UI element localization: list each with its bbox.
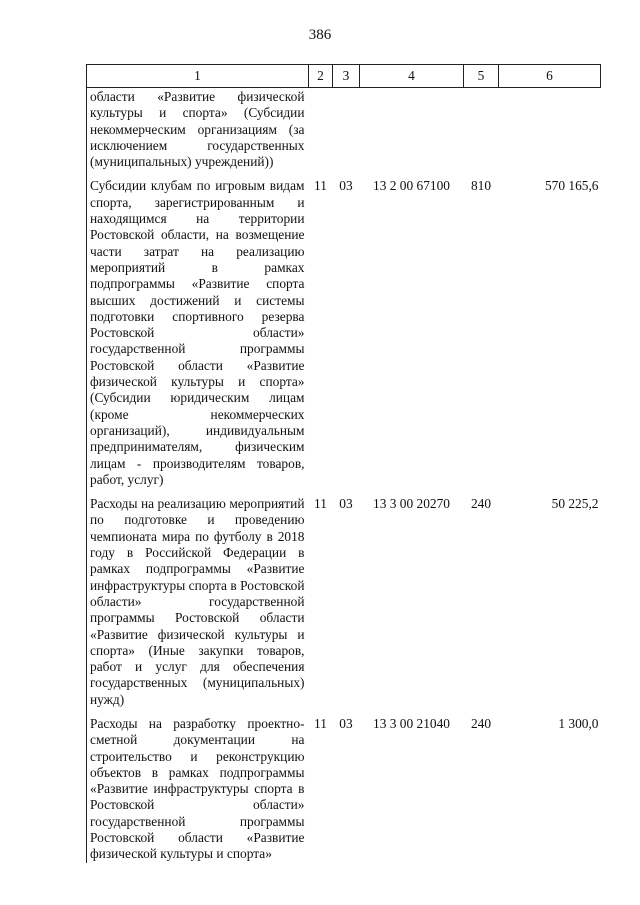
row-expense-type [464, 88, 499, 171]
row-amount [499, 88, 601, 171]
row-description: Расходы на реализацию мероприятий по подготовке и проведению чемпионата мира по футболу в 2018 году в Российской Федерации в рамках подпрограммы «Развитие инфраструктуры спорта в Ростовской области» государственной программы Ростовской области «Развитие физической культуры и спорта» (Иные закупки товаров, работ и услуг для обеспечения государственных (муниципальных) нужд) [87, 496, 309, 708]
column-header: 5 [464, 65, 499, 88]
column-header: 1 [87, 65, 309, 88]
table-row [87, 88, 601, 171]
table-row [87, 716, 601, 863]
row-target-code: 13 3 00 20270 [373, 496, 450, 512]
column-header: 2 [309, 65, 333, 88]
row-target-code: 13 2 00 67100 [373, 178, 450, 194]
row-description: Расходы на разработку проектно-сметной документации на строительство и реконструкцию объектов в рамках подпрограммы «Развитие инфраструктуры спорта в Ростовской области» государственной программы Ростовской области «Развитие физической культуры и спорта» [87, 716, 309, 863]
row-section [309, 88, 333, 171]
row-description: Субсидии клубам по игровым видам спорта, зарегистрированным и находящимся на территории Ростовской области, на возмещение части затрат на реализацию мероприятий в рамках подпрограммы «Развитие спорта высших достижений и системы подготовки спортивного резерва Ростовской области» государственной программы Ростовской области «Развитие физической культуры и спорта» (Субсидии юридическим лицам (кроме некоммерческих организаций), индивидуальным предпринимателям, физическим лицам - производителям товаров, работ, услуг) [87, 178, 309, 488]
row-amount: 570 165,6 [544, 178, 599, 194]
row-target-code [360, 88, 464, 171]
row-subsection: 03 [339, 496, 353, 512]
row-section: 11 [314, 715, 327, 731]
row-amount: 50 225,2 [551, 496, 599, 512]
budget-table [86, 64, 601, 863]
table-header-row [87, 65, 601, 88]
row-amount: 1 300,0 [558, 715, 599, 731]
column-header: 6 [499, 65, 601, 88]
page-number: 386 [308, 27, 332, 43]
row-target-code: 13 3 00 21040 [373, 715, 450, 731]
row-subsection: 03 [339, 715, 353, 731]
row-expense-type: 240 [470, 496, 492, 512]
table-row [87, 496, 601, 708]
row-expense-type: 810 [470, 178, 492, 194]
column-header: 4 [360, 65, 464, 88]
row-section: 11 [314, 178, 327, 194]
column-header: 3 [333, 65, 360, 88]
row-section: 11 [314, 496, 327, 512]
row-expense-type: 240 [470, 715, 492, 731]
row-subsection: 03 [339, 178, 353, 194]
row-subsection [333, 88, 360, 171]
table-row [87, 178, 601, 488]
row-description: области «Развитие физической культуры и спорта» (Субсидии некоммерческим организациям (за исключением государственных (муниципальных) учреждений)) [87, 88, 309, 171]
